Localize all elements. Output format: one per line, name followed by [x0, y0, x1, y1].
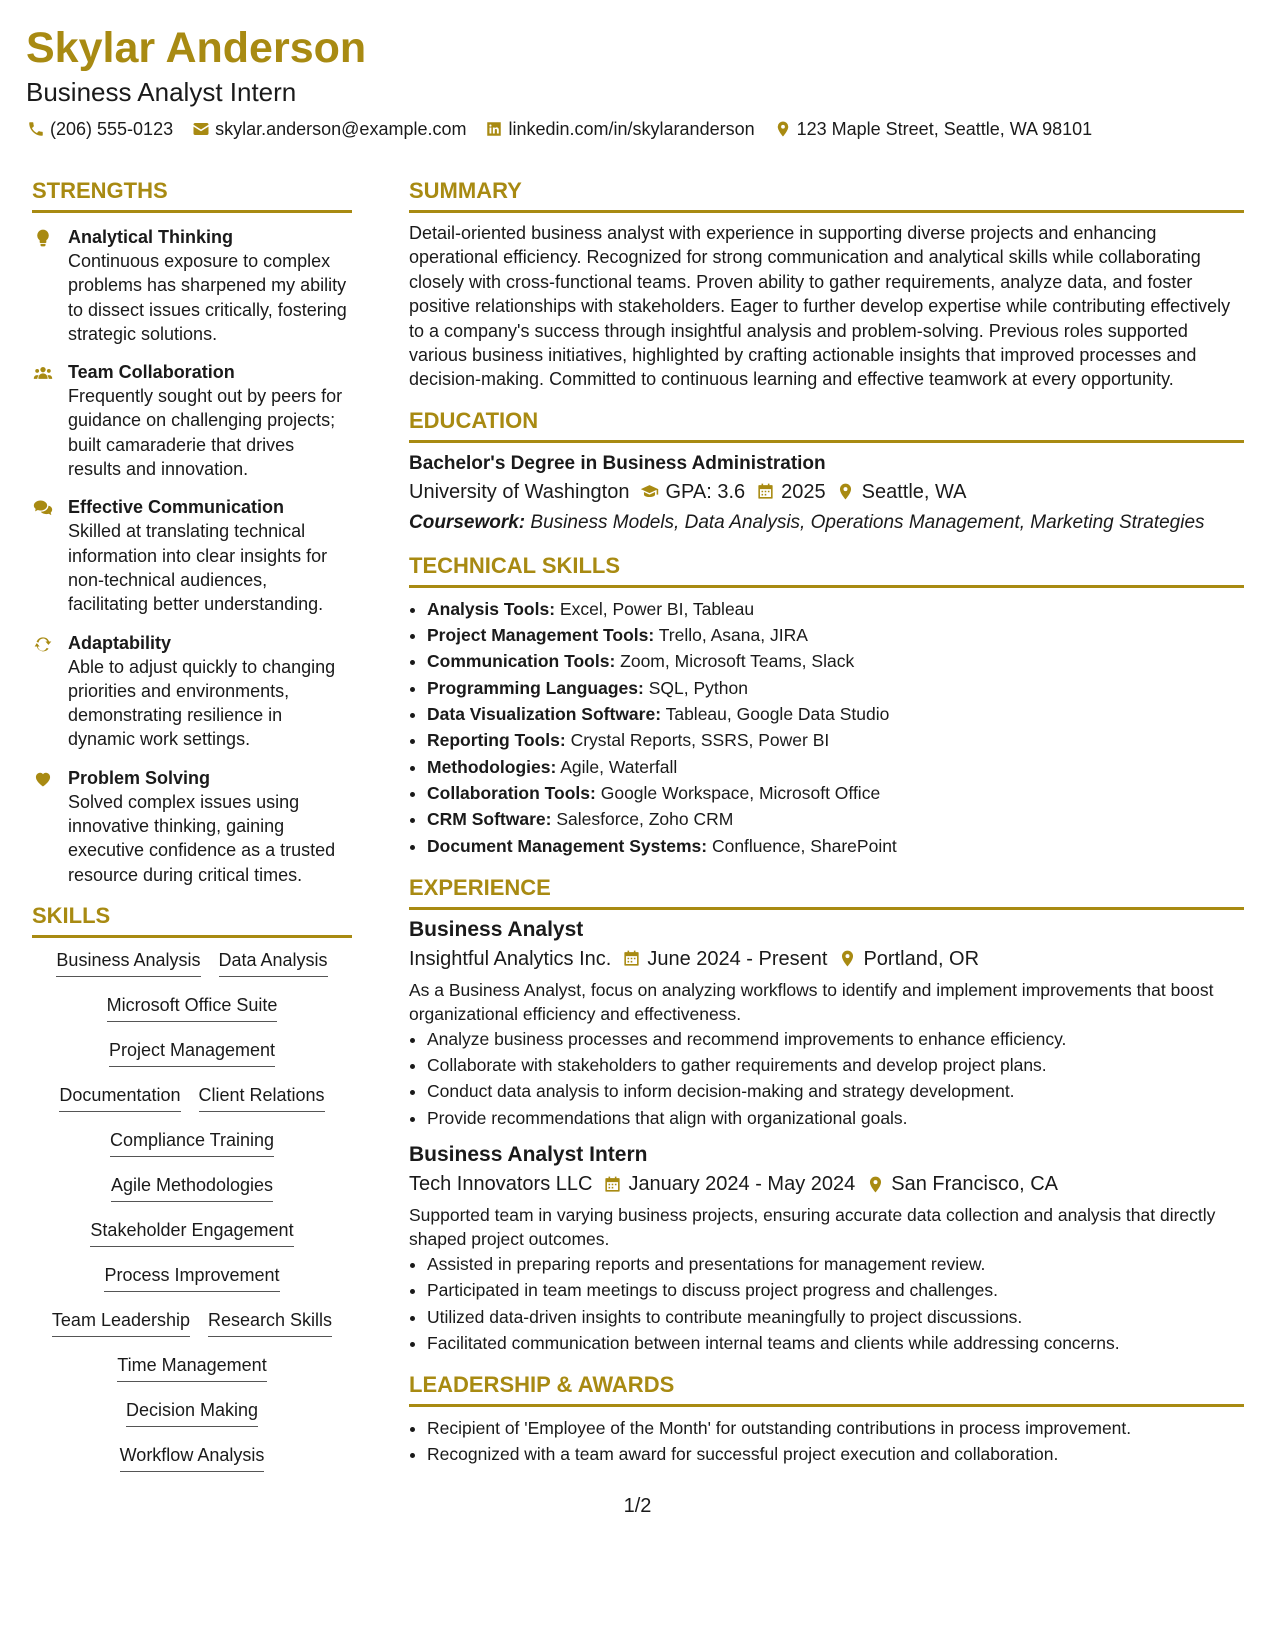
strength-text: Solved complex issues using innovative thinking, gaining executive confidence as a trusted resource during critical times. — [68, 791, 336, 885]
list-item — [427, 648, 1244, 674]
list-item: • Recipient of 'Employee of the Month' for outstanding contributions in process improvement. — [427, 1415, 1244, 1441]
skill-tag: Business Analysis — [56, 948, 200, 977]
skill-label: CRM Software: — [427, 809, 552, 830]
skill-label: Collaboration Tools: — [427, 782, 596, 803]
strength-title: Team Collaboration — [68, 362, 235, 383]
skill-label: Methodologies: — [427, 756, 557, 777]
awards-list — [409, 1415, 1244, 1468]
skill-tag: Documentation — [59, 1083, 180, 1112]
list-item: • Utilized data-driven insights to contribute meaningfully to project discussions. — [427, 1304, 1244, 1330]
education-meta — [409, 477, 1244, 507]
skill-value: Zoom, Microsoft Teams, Slack — [620, 651, 855, 672]
contact-phone[interactable] — [26, 116, 173, 142]
strength-item — [32, 495, 352, 616]
strength-item — [32, 766, 352, 887]
contact-bar — [26, 116, 1249, 142]
graduation-year: 2025 — [781, 480, 826, 503]
section-divider — [409, 210, 1244, 213]
company-name: Insightful Analytics Inc. — [409, 947, 612, 970]
section-divider — [409, 1404, 1244, 1407]
lightbulb-icon — [32, 227, 54, 249]
skill-value: Salesforce, Zoho CRM — [556, 809, 734, 830]
skill-value: Agile, Waterfall — [560, 756, 678, 777]
strength-text: Able to adjust quickly to changing priorities and environments, demonstrating resilience in dynamic work settings. — [68, 656, 336, 750]
skills-heading: SKILLS — [32, 902, 111, 928]
skill-label: Document Management Systems: — [427, 835, 708, 856]
job-title: Business Analyst Intern — [409, 1143, 648, 1166]
section-divider — [409, 440, 1244, 443]
company-name: Tech Innovators LLC — [409, 1173, 593, 1195]
skill-label: Communication Tools: — [427, 651, 616, 672]
contact-linkedin-text: linkedin.com/in/skylaranderson — [508, 119, 755, 139]
list-item — [427, 622, 1244, 648]
list-item — [427, 780, 1244, 806]
skill-label: Analysis Tools: — [427, 598, 556, 619]
map-pin-icon — [865, 1174, 885, 1194]
skills-section — [32, 901, 352, 1488]
summary-section — [409, 176, 1244, 392]
map-pin-icon — [836, 482, 856, 502]
list-item: • Facilitated communication between internal teams and clients while addressing concerns. — [427, 1330, 1244, 1356]
job-bullets — [409, 1251, 1244, 1356]
phone-icon — [26, 119, 46, 139]
candidate-name: Skylar Anderson — [26, 24, 367, 72]
strength-text: Frequently sought out by peers for guidance on challenging projects; built camaraderie that drives results and innovation. — [68, 386, 343, 480]
job-dates: January 2024 - May 2024 — [628, 1173, 856, 1195]
linkedin-icon — [484, 119, 504, 139]
skill-tag: Process Improvement — [104, 1263, 279, 1292]
school-name: University of Washington — [409, 480, 630, 503]
job-title: Business Analyst — [409, 917, 584, 941]
skill-value: Tableau, Google Data Studio — [665, 704, 890, 725]
job-meta — [409, 1169, 1244, 1199]
list-item — [427, 806, 1244, 832]
gpa: GPA: 3.6 — [665, 480, 746, 503]
skill-tag: Workflow Analysis — [120, 1443, 265, 1472]
skill-tag: Client Relations — [199, 1083, 325, 1112]
skill-value: Confluence, SharePoint — [711, 835, 897, 856]
skill-tag: Compliance Training — [110, 1128, 274, 1157]
left-column — [32, 176, 352, 1488]
skill-value: Crystal Reports, SSRS, Power BI — [570, 730, 830, 751]
job-location: San Francisco, CA — [891, 1173, 1058, 1195]
calendar-icon — [602, 1174, 622, 1194]
skill-tag: Microsoft Office Suite — [107, 993, 278, 1022]
section-divider — [32, 935, 352, 938]
map-pin-icon — [773, 119, 793, 139]
coursework-label: Coursework: — [409, 511, 526, 533]
experience-heading: EXPERIENCE — [409, 874, 551, 900]
skill-value: Google Workspace, Microsoft Office — [600, 782, 881, 803]
job-entry — [409, 916, 1244, 1131]
skill-label: Programming Languages: — [427, 677, 644, 698]
skill-tag: Research Skills — [208, 1308, 332, 1337]
strength-item — [32, 360, 352, 481]
skill-tag: Agile Methodologies — [111, 1173, 273, 1202]
strength-item — [32, 631, 352, 752]
skill-tag: Decision Making — [126, 1398, 258, 1427]
contact-address — [773, 116, 1093, 142]
list-item — [427, 833, 1244, 859]
job-entry — [409, 1141, 1244, 1356]
strength-item — [32, 225, 352, 346]
skill-tag: Stakeholder Engagement — [90, 1218, 293, 1247]
strengths-heading: STRENGTHS — [32, 178, 168, 203]
job-meta — [409, 944, 1244, 974]
experience-section — [409, 873, 1244, 1356]
contact-email[interactable] — [191, 116, 466, 142]
list-item: • Collaborate with stakeholders to gather requirements and develop project plans. — [427, 1052, 1244, 1078]
coursework — [409, 511, 1244, 535]
job-dates: June 2024 - Present — [647, 947, 828, 970]
strength-text: Skilled at translating technical information into clear insights for non-technical audiences, facilitating better understanding. — [68, 521, 328, 615]
summary-text: Detail-oriented business analyst with experience in supporting diverse projects and enhancing operational efficiency. Recognized for strong communication and analytical skills while collaborating closely with cross-functional teams. Proven ability to gather requirements, analyze data, and foster positive relationships with stakeholders. Eager to further develop expertise while contributing effectively to a company's success through insightful analysis and problem-solving. Previous roles supported various business initiatives, highlighted by crafting actionable insights that improved processes and decision-making. Committed to continuous learning and effective teamwork at every opportunity. — [409, 223, 1231, 390]
skill-label: Data Visualization Software: — [427, 704, 662, 725]
list-item — [427, 596, 1244, 622]
strengths-section — [32, 176, 352, 887]
summary-heading: SUMMARY — [409, 178, 522, 203]
envelope-icon — [191, 119, 211, 139]
contact-address-text: 123 Maple Street, Seattle, WA 98101 — [796, 119, 1093, 139]
map-pin-icon — [837, 949, 857, 969]
education-heading: EDUCATION — [409, 407, 539, 433]
list-item — [427, 727, 1244, 753]
strength-title: Analytical Thinking — [68, 227, 234, 247]
skill-tag: Data Analysis — [219, 948, 328, 977]
contact-phone-text: (206) 555-0123 — [50, 119, 174, 139]
graduation-cap-icon — [639, 482, 659, 502]
right-column — [409, 176, 1244, 1468]
contact-email-text: skylar.anderson@example.com — [215, 119, 467, 139]
job-location: Portland, OR — [863, 947, 980, 970]
skills-list — [32, 948, 352, 1488]
education-location: Seattle, WA — [861, 480, 967, 503]
skill-label: Reporting Tools: — [427, 730, 566, 751]
comments-icon — [32, 497, 54, 519]
job-bullets — [409, 1026, 1244, 1131]
technical-skills-section — [409, 551, 1244, 859]
technical-skills-heading: TECHNICAL SKILLS — [409, 552, 621, 578]
skill-tag: Time Management — [117, 1353, 266, 1382]
calendar-icon — [621, 949, 641, 969]
skill-label: Project Management Tools: — [427, 625, 655, 646]
list-item — [427, 701, 1244, 727]
page-number: 1/2 — [623, 1495, 652, 1517]
skill-tag: Team Leadership — [52, 1308, 190, 1337]
resume-header — [26, 22, 1249, 142]
users-icon — [32, 362, 54, 384]
degree-title: Bachelor's Degree in Business Administration — [409, 452, 826, 474]
strength-title: Effective Communication — [68, 497, 285, 518]
skill-value: Excel, Power BI, Tableau — [559, 598, 755, 619]
contact-linkedin[interactable] — [484, 116, 754, 142]
sync-icon — [32, 633, 54, 655]
skill-value: Trello, Asana, JIRA — [658, 625, 808, 646]
list-item: • Conduct data analysis to inform decision-making and strategy development. — [427, 1078, 1244, 1104]
list-item: • Recognized with a team award for successful project execution and collaboration. — [427, 1441, 1244, 1467]
section-divider — [409, 585, 1244, 588]
list-item — [427, 754, 1244, 780]
coursework-list: Business Models, Data Analysis, Operations Management, Marketing Strategies — [530, 511, 1205, 533]
list-item: • Assisted in preparing reports and presentations for management review. — [427, 1251, 1244, 1277]
education-section — [409, 406, 1244, 535]
strength-title: Adaptability — [68, 632, 172, 653]
technical-skills-list — [409, 596, 1244, 859]
section-divider — [32, 210, 352, 213]
calendar-icon — [755, 482, 775, 502]
job-description: Supported team in varying business projects, ensuring accurate data collection and analysis that directly shaped project outcomes. — [409, 1205, 1216, 1249]
strength-text: Continuous exposure to complex problems has sharpened my ability to dissect issues critically, fostering strategic solutions. — [68, 251, 347, 344]
list-item: • Analyze business processes and recommend improvements to enhance efficiency. — [427, 1026, 1244, 1052]
list-item — [427, 675, 1244, 701]
list-item: • Participated in team meetings to discuss project progress and challenges. — [427, 1277, 1244, 1303]
awards-section — [409, 1370, 1244, 1468]
heart-icon — [32, 768, 54, 790]
awards-heading: LEADERSHIP & AWARDS — [409, 1372, 675, 1398]
list-item: • Provide recommendations that align with organizational goals. — [427, 1105, 1244, 1131]
section-divider — [409, 907, 1244, 910]
candidate-title: Business Analyst Intern — [26, 77, 297, 107]
strength-title: Problem Solving — [68, 767, 211, 788]
skill-tag: Project Management — [109, 1038, 275, 1067]
job-description: As a Business Analyst, focus on analyzing workflows to identify and implement improvements that boost organizational efficiency and effectiveness. — [409, 979, 1214, 1024]
skill-value: SQL, Python — [648, 677, 748, 698]
